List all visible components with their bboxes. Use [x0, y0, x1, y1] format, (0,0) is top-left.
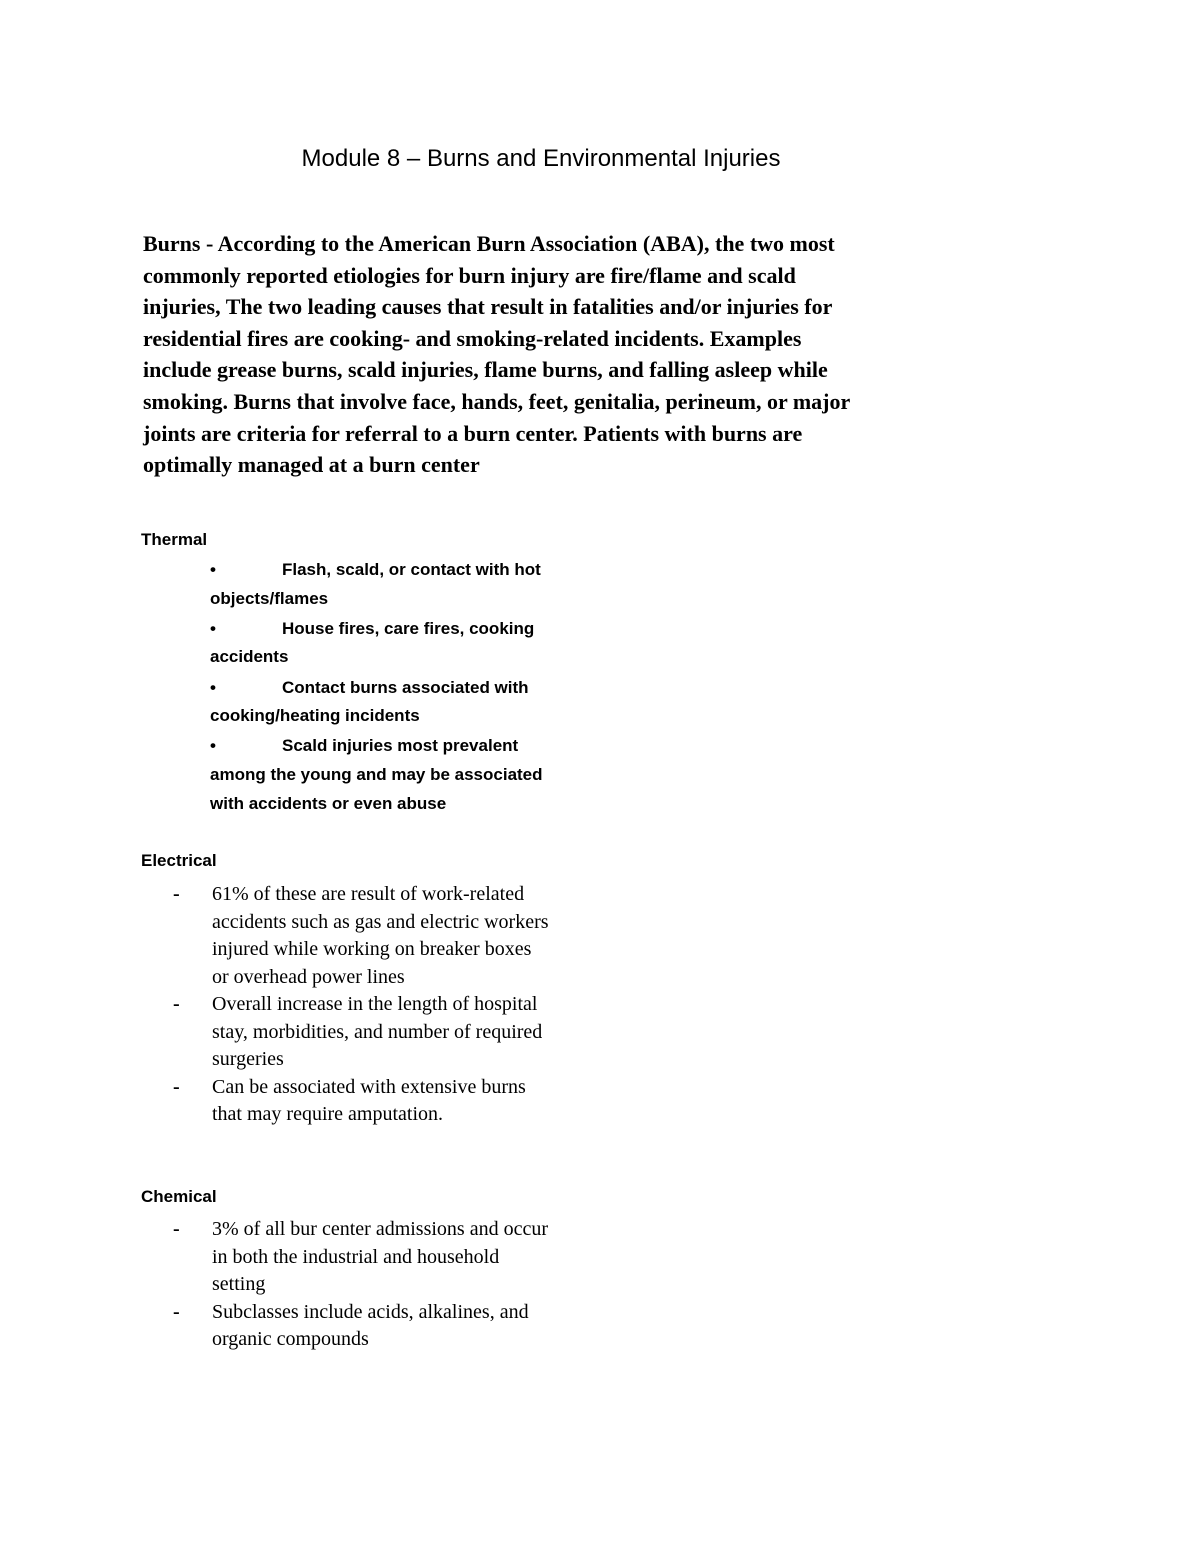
- bullet-icon: •: [210, 677, 216, 697]
- thermal-list: [210, 556, 555, 820]
- list-item-text: 61% of these are result of work-related accidents such as gas and electric workers injured while working on breaker boxes or overhead power lines: [212, 883, 549, 988]
- bullet-icon: •: [210, 560, 216, 579]
- page-title: Module 8 – Burns and Environmental Injuries: [301, 145, 781, 172]
- list-item-text: Scald injuries most prevalent among the young and may be associated with accidents or even abuse: [210, 736, 543, 813]
- list-item: [173, 991, 573, 1074]
- dash-icon: -: [173, 1300, 180, 1323]
- dash-icon: -: [173, 1075, 180, 1098]
- dash-icon: -: [173, 883, 180, 905]
- list-item-text: Can be associated with extensive burns that may require amputation.: [212, 1075, 526, 1125]
- list-item: [173, 1074, 573, 1129]
- list-item-text: Flash, scald, or contact with hot objects/flames: [210, 560, 541, 608]
- electrical-heading: Electrical: [141, 851, 217, 870]
- list-item-text: Subclasses include acids, alkalines, and organic compounds: [212, 1300, 529, 1350]
- chemical-heading: Chemical: [141, 1187, 217, 1206]
- list-item: [173, 1216, 573, 1299]
- list-item: [173, 881, 573, 991]
- electrical-list: [173, 881, 573, 1129]
- list-item: [210, 674, 555, 731]
- list-item-text: Overall increase in the length of hospital stay, morbidities, and number of required surgeries: [212, 993, 543, 1070]
- list-item-text: House fires, care fires, cooking accidents: [210, 618, 535, 667]
- intro-paragraph: Burns - According to the American Burn Association (ABA), the two most commonly reported etiologies for burn injury are fire/flame and scald injuries, The two leading causes that result in fatalities and/or injuries for residential fires are cooking- and smoking-related incidents. Examples include grease burns, scald injuries, flame burns, and falling asleep while smoking. Burns that involve face, hands, feet, genitalia, perineum, or major joints are criteria for referral to a burn center. Patients with burns are optimally managed at a burn center: [143, 231, 850, 478]
- thermal-heading: Thermal: [141, 530, 208, 549]
- dash-icon: -: [173, 1218, 180, 1240]
- chemical-list: [173, 1216, 573, 1354]
- list-item-text: 3% of all bur center admissions and occur in both the industrial and household setting: [212, 1218, 549, 1295]
- list-item: [210, 556, 555, 613]
- list-item: [210, 615, 555, 672]
- list-item: [210, 732, 555, 818]
- list-item-text: Contact burns associated with cooking/heating incidents: [210, 677, 529, 726]
- list-item: [173, 1299, 573, 1354]
- bullet-icon: •: [210, 618, 216, 638]
- dash-icon: -: [173, 993, 180, 1015]
- bullet-icon: •: [210, 736, 216, 756]
